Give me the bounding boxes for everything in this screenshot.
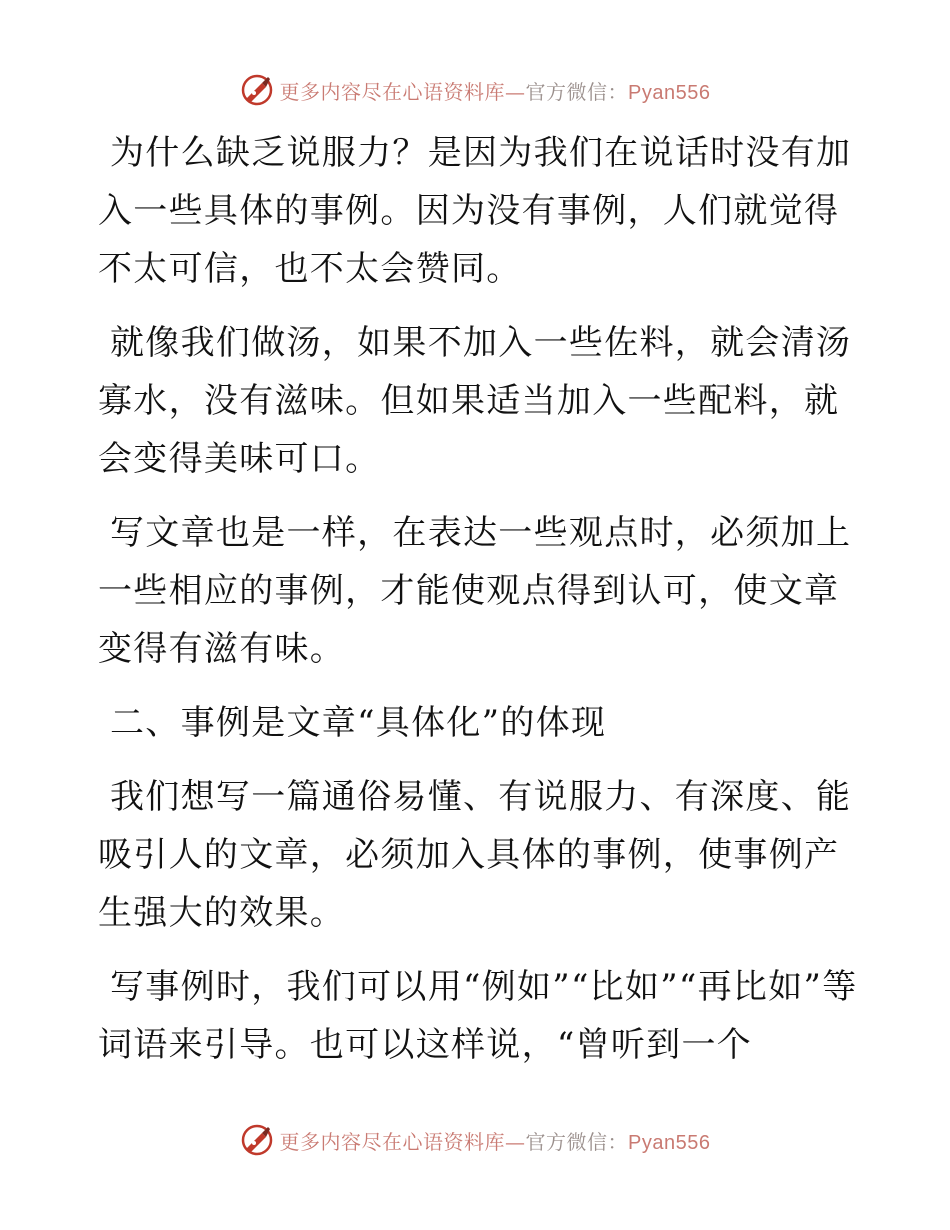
watermark-dash: —: [505, 1129, 526, 1154]
pen-logo-icon: [240, 1123, 274, 1157]
watermark-site: 更多内容尽在心语资料库: [279, 1129, 506, 1154]
watermark-official: 官方微信：: [525, 79, 629, 104]
watermark-dash: —: [505, 79, 526, 104]
pen-logo-icon: [240, 73, 274, 107]
watermark-id: Pyan556: [628, 81, 711, 104]
footer-watermark: [0, 1120, 950, 1160]
watermark-site: 更多内容尽在心语资料库: [279, 79, 506, 104]
paragraph-1: 为什么缺乏说服力？是因为我们在说话时没有加入一些具体的事例。因为没有事例，人们就觉得不太可信，也不太会赞同。: [98, 133, 852, 289]
watermark-text: [280, 1126, 711, 1155]
watermark-text: [280, 76, 711, 105]
paragraph-2: 就像我们做汤，如果不加入一些佐料，就会清汤寡水，没有滋味。但如果适当加入一些配料，就会变得美味可口。: [98, 323, 852, 479]
watermark-official: 官方微信：: [525, 1129, 629, 1154]
paragraph-5: 写事例时，我们可以用“例如”“比如”“再比如”等词语来引导。也可以这样说，“曾听到一个: [98, 967, 858, 1065]
watermark-id: Pyan556: [628, 1131, 711, 1154]
section-heading: 二、事例是文章“具体化”的体现: [110, 703, 607, 743]
paragraph-3: 写文章也是一样，在表达一些观点时，必须加上一些相应的事例，才能使观点得到认可，使文章变得有滋有味。: [98, 513, 852, 669]
header-watermark: [0, 70, 950, 110]
document-body: [98, 124, 858, 1090]
paragraph-4: 我们想写一篇通俗易懂、有说服力、有深度、能吸引人的文章，必须加入具体的事例，使事例产生强大的效果。: [98, 777, 852, 933]
